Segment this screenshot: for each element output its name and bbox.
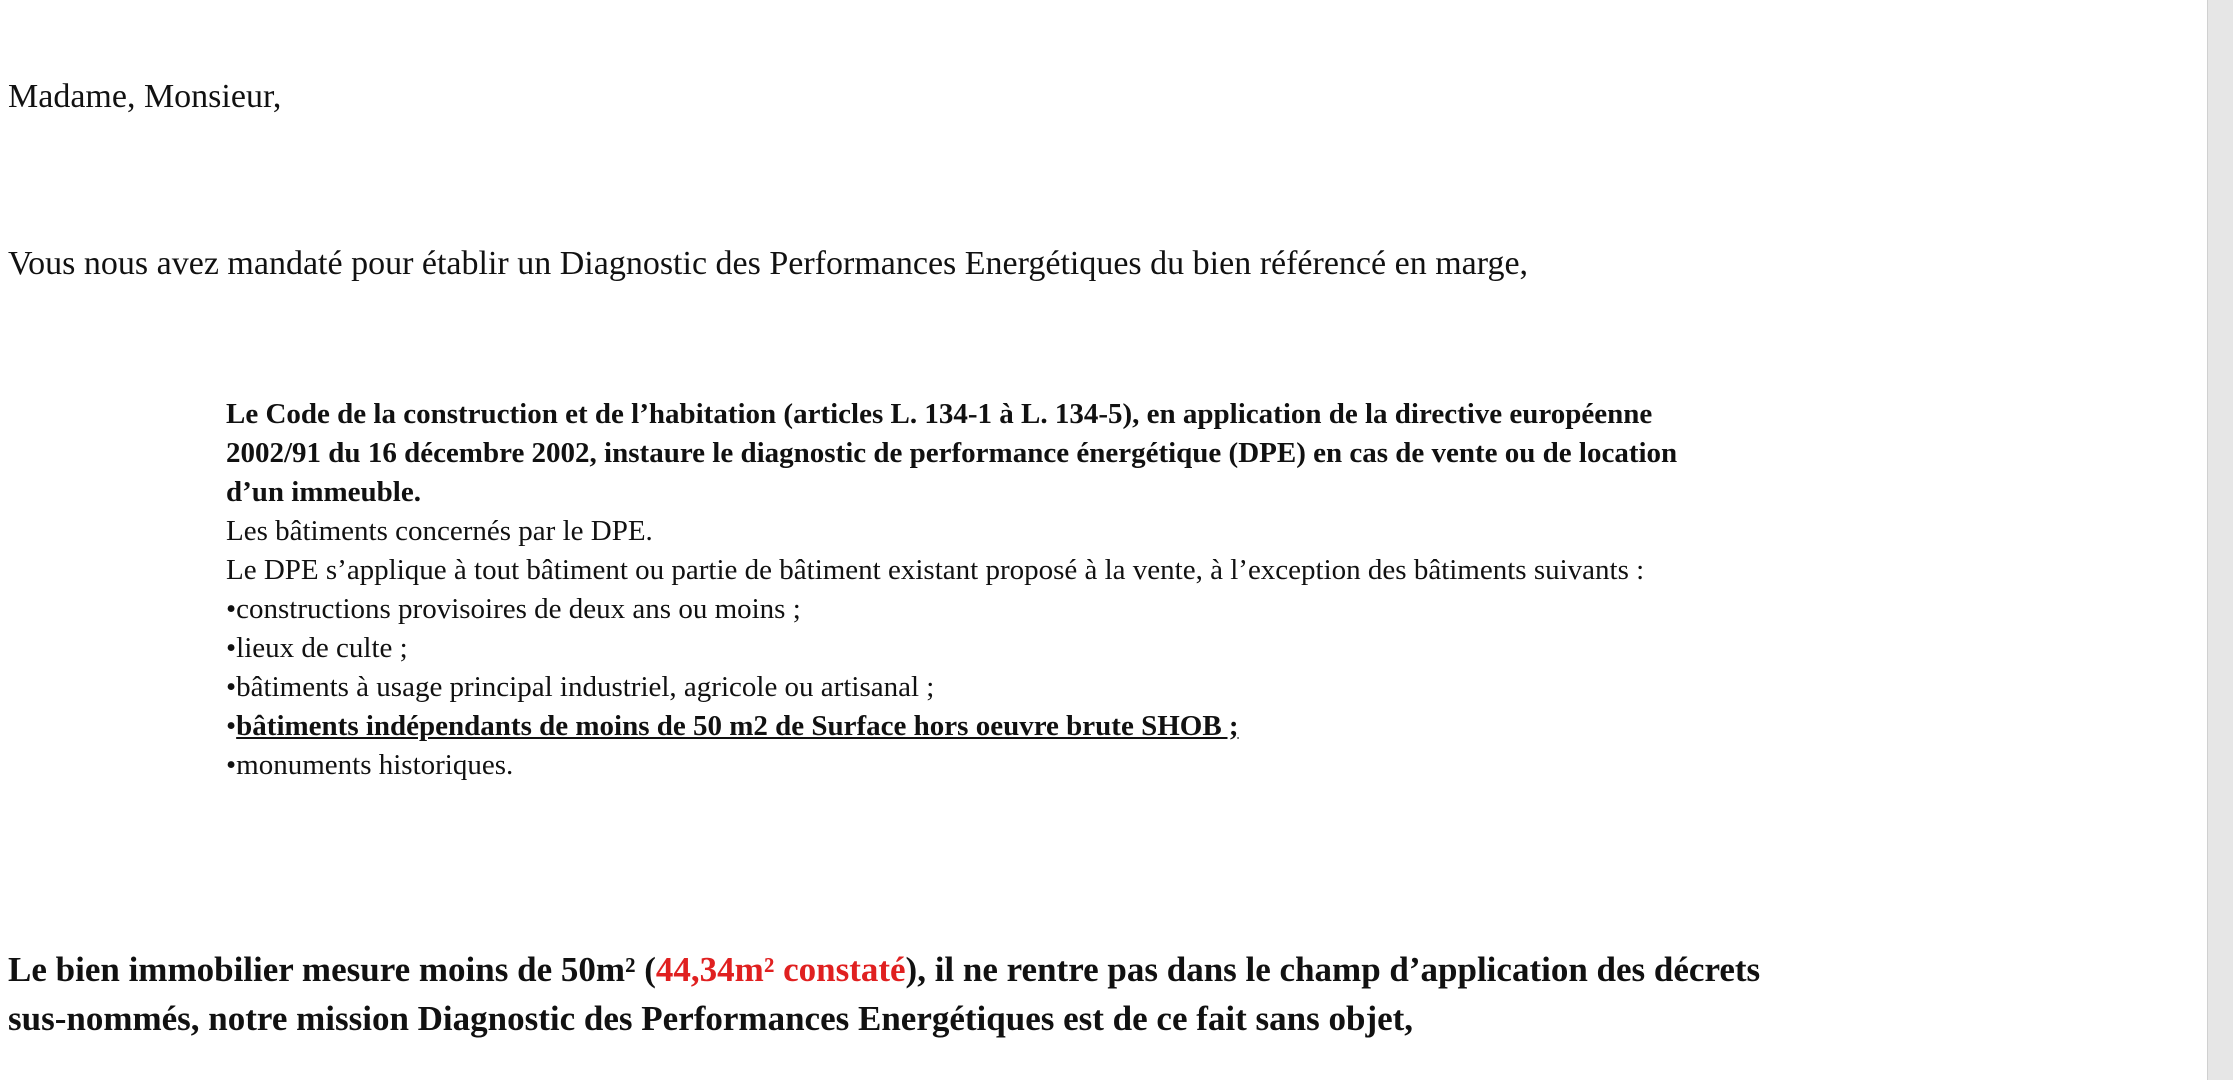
conclusion-text-end: ), il ne rentre pas dans le champ d’application des décrets — [905, 950, 1761, 989]
bullet: • — [226, 710, 237, 742]
code-intro-line-2: 2002/91 du 16 décembre 2002, instaure le diagnostic de performance énergétique (DPE) en cas de vente ou de location — [226, 437, 1678, 469]
conclusion-line-2: sus-nommés, notre mission Diagnostic des Performances Energétiques est de ce fait sans objet, — [8, 999, 1414, 1038]
measured-surface: 44,34m² constaté — [655, 950, 906, 989]
conclusion-paragraph — [8, 945, 1760, 1043]
shob-exception-text: bâtiments indépendants de moins de 50 m2 de Surface hors oeuvre brute SHOB ; — [236, 710, 1239, 742]
scrollbar-gutter[interactable] — [2207, 0, 2233, 1080]
exception-item: •bâtiments à usage principal industriel, agricole ou artisanal ; — [226, 671, 935, 703]
exception-item: •lieux de culte ; — [226, 632, 408, 664]
salutation: Madame, Monsieur, — [8, 78, 282, 115]
conclusion-text-start: Le bien immobilier mesure moins de 50m² ( — [8, 950, 656, 989]
dpe-scope-text: Le DPE s’applique à tout bâtiment ou partie de bâtiment existant proposé à la vente, à l’exception des bâtiments suivants : — [226, 554, 1645, 586]
code-intro-line-3: d’un immeuble. — [226, 476, 421, 508]
code-intro-line-1: Le Code de la construction et de l’habitation (articles L. 134-1 à L. 134-5), en application de la directive européenne — [226, 398, 1653, 430]
exception-item: •monuments historiques. — [226, 749, 514, 781]
conclusion-line-1 — [8, 945, 1760, 994]
exception-item-highlighted — [226, 707, 2126, 746]
mandate-paragraph: Vous nous avez mandaté pour établir un Diagnostic des Performances Energétiques du bien référencé en marge, — [8, 245, 1529, 282]
exception-item: •constructions provisoires de deux ans ou moins ; — [226, 593, 801, 625]
concerned-buildings-heading: Les bâtiments concernés par le DPE. — [226, 515, 653, 547]
code-quote-block — [226, 395, 2126, 785]
